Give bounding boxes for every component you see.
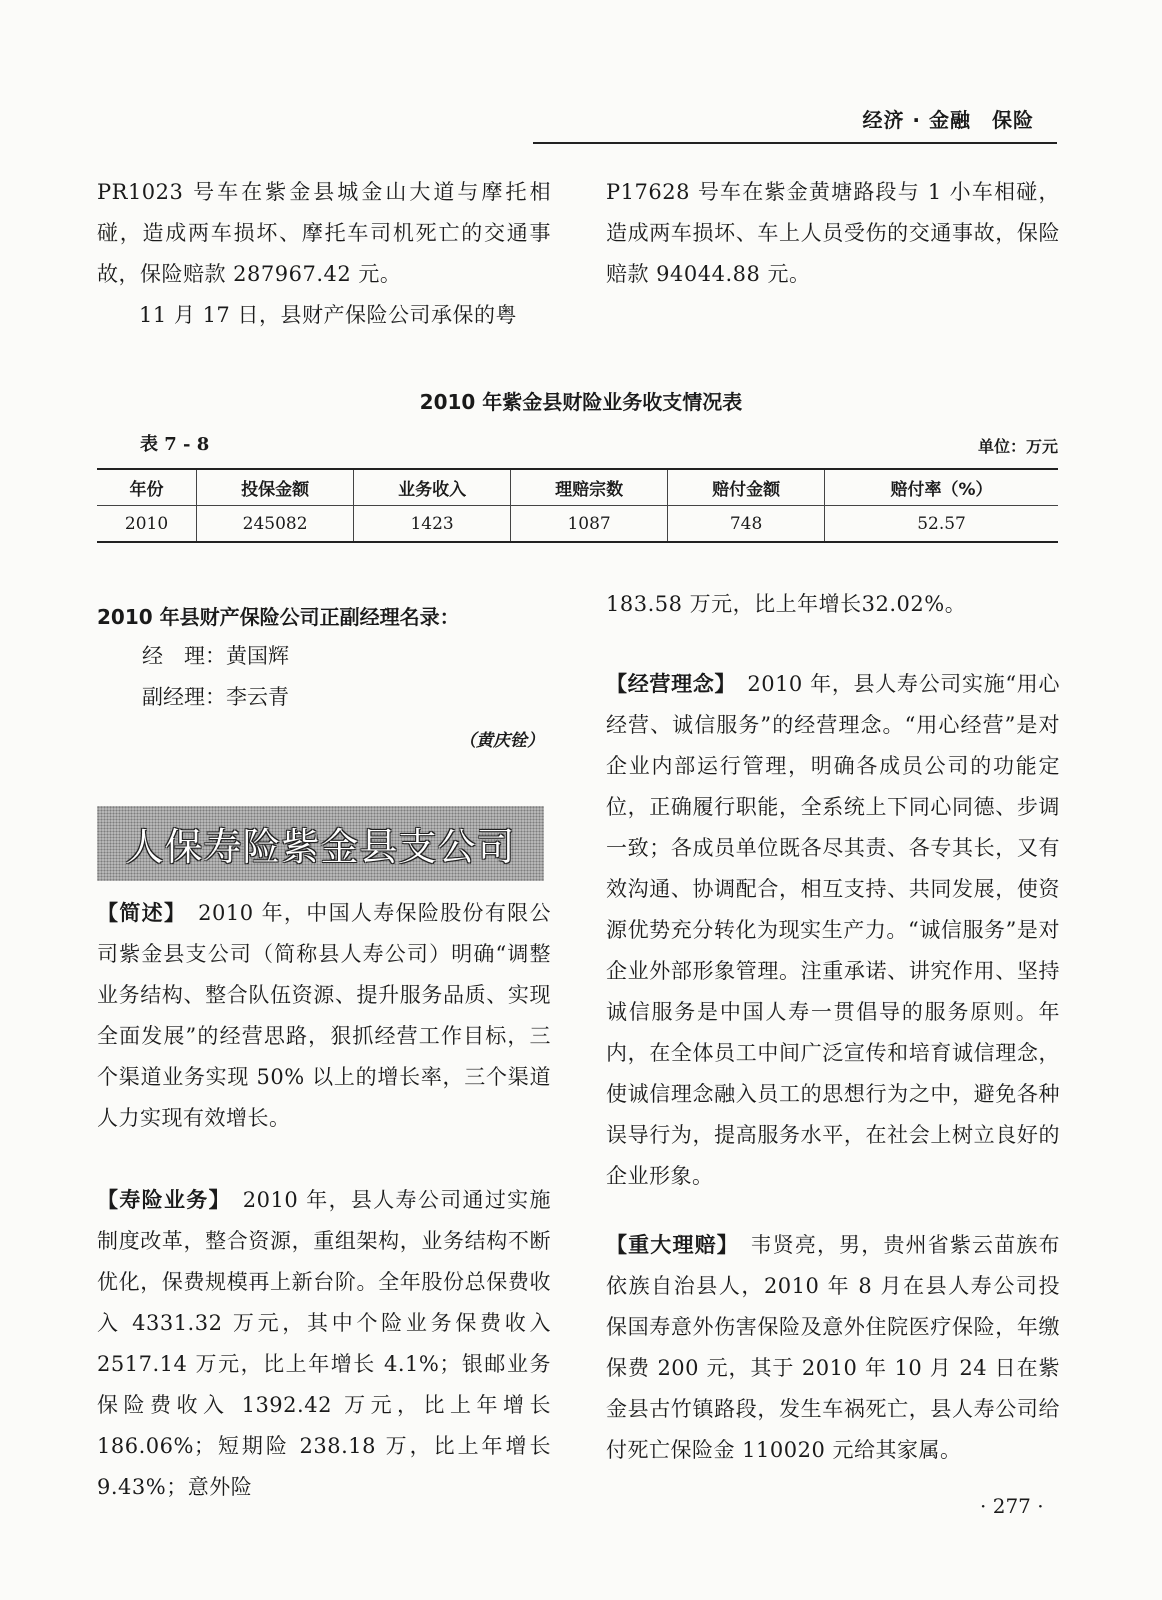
table-cell: 1087 [511, 506, 668, 543]
life-insurance-continued: 183.58 万元，比上年增长32.02%。 [606, 592, 967, 616]
column-header: 赔付金额 [668, 469, 825, 506]
banner-title: 人保寿险紫金县支公司 [125, 825, 516, 869]
table-row [97, 506, 1058, 543]
column-header: 投保金额 [197, 469, 354, 506]
column-header: 理赔宗数 [511, 469, 668, 506]
life-insurance-text: 2010 年，县人寿公司通过实施制度改革，整合资源，重组架构，业务结构不断优化，保费规模再上新台阶。全年股份总保费收入 4331.32 万元，其中个险业务保费收入 2517.14 万元，比上年增长 4.1%；银邮业务保险费收入 1392.42 万元，比上年增长186.06%；短期险 238.18 万，比上年增长9.43%；意外险 [97, 1188, 552, 1499]
philosophy-label: 【经营理念】 [606, 672, 726, 696]
life-insurance-section [97, 1180, 551, 1508]
accident-paragraph-1: PR1023 号车在紫金县城金山大道与摩托相碰，造成两车损坏、摩托车司机死亡的交通事故，保险赔款 287967.42 元。 [97, 180, 551, 286]
deputy-manager-name: 副经理：李云青 [142, 685, 289, 709]
major-claims-section [606, 1225, 1060, 1471]
table-cell: 2010 [124, 513, 169, 534]
column-header: 年份 [97, 469, 197, 506]
insurance-stats-table [97, 468, 1058, 543]
philosophy-text: 2010 年，县人寿公司实施“用心经营、诚信服务”的经营理念。“用心经营”是对企业内部运行管理，明确各成员公司的功能定位，正确履行职能，全系统上下同心同德、步调一致；各成员单位既各尽其责、各专其长，又有效沟通、协调配合，相互支持、共同发展，使资源优势充分转化为现实生产力。“诚信服务”是对企业外部形象管理。注重承诺、讲究作用、坚持诚信服务是中国人寿一贯倡导的服务原则。年内，在全体员工中间广泛宣传和培育诚信理念，使诚信理念融入员工的思想行为之中，避免各种误导行为，提高服务水平，在社会上树立良好的企业形象。 [606, 672, 1061, 1188]
section-banner [97, 806, 544, 881]
author-credit: （黄庆铨） [459, 731, 544, 751]
managers-title: 2010 年县财产保险公司正副经理名录： [97, 605, 460, 629]
accident-paragraph-2: 11 月 17 日，县财产保险公司承保的粤 [139, 303, 517, 327]
table-title: 2010 年紫金县财险业务收支情况表 [419, 390, 743, 414]
table-cell: 748 [668, 506, 825, 543]
column-header: 赔付率（%） [825, 469, 1058, 506]
manager-name: 经 理：黄国辉 [142, 644, 289, 668]
page-number: · 277 · [980, 1494, 1044, 1518]
accident-paragraph-3: P17628 号车在紫金黄塘路段与 1 小车相碰，造成两车损坏、车上人员受伤的交通事故，保险赔款 94044.88 元。 [606, 180, 1060, 286]
table-unit: 单位：万元 [977, 437, 1058, 456]
table-cell: 245082 [197, 506, 354, 543]
table-cell: 52.57 [825, 506, 1058, 543]
top-left-column [97, 172, 551, 336]
running-header: 经济 · 金融 保险 [862, 108, 1034, 132]
header-rule [533, 142, 1057, 144]
major-claims-label: 【重大理赔】 [606, 1233, 729, 1257]
top-right-column [606, 172, 1060, 295]
table-header-row [97, 469, 1058, 506]
table-number: 表 7 - 8 [140, 434, 210, 455]
overview-section [97, 893, 551, 1139]
column-header: 业务收入 [354, 469, 511, 506]
major-claims-text: 韦贤亮，男，贵州省紫云苗族布依族自治县人，2010 年 8 月在县人寿公司投保国寿意外伤害保险及意外住院医疗保险，年缴保费 200 元，其于 2010 年 10 月 24 日在紫金县古竹镇路段，发生车祸死亡，县人寿公司给付死亡保险金 110020 元给其家属。 [606, 1233, 1061, 1462]
overview-text: 2010 年，中国人寿保险股份有限公司紫金县支公司（简称县人寿公司）明确“调整业务结构、整合队伍资源、提升服务品质、实现全面发展”的经营思路，狠抓经营工作目标，三个渠道业务实现 50% 以上的增长率，三个渠道人力实现有效增长。 [97, 901, 551, 1130]
life-insurance-label: 【寿险业务】 [97, 1188, 221, 1212]
philosophy-section [606, 664, 1060, 1197]
overview-label: 【简述】 [97, 901, 176, 925]
table-cell: 1423 [354, 506, 511, 543]
